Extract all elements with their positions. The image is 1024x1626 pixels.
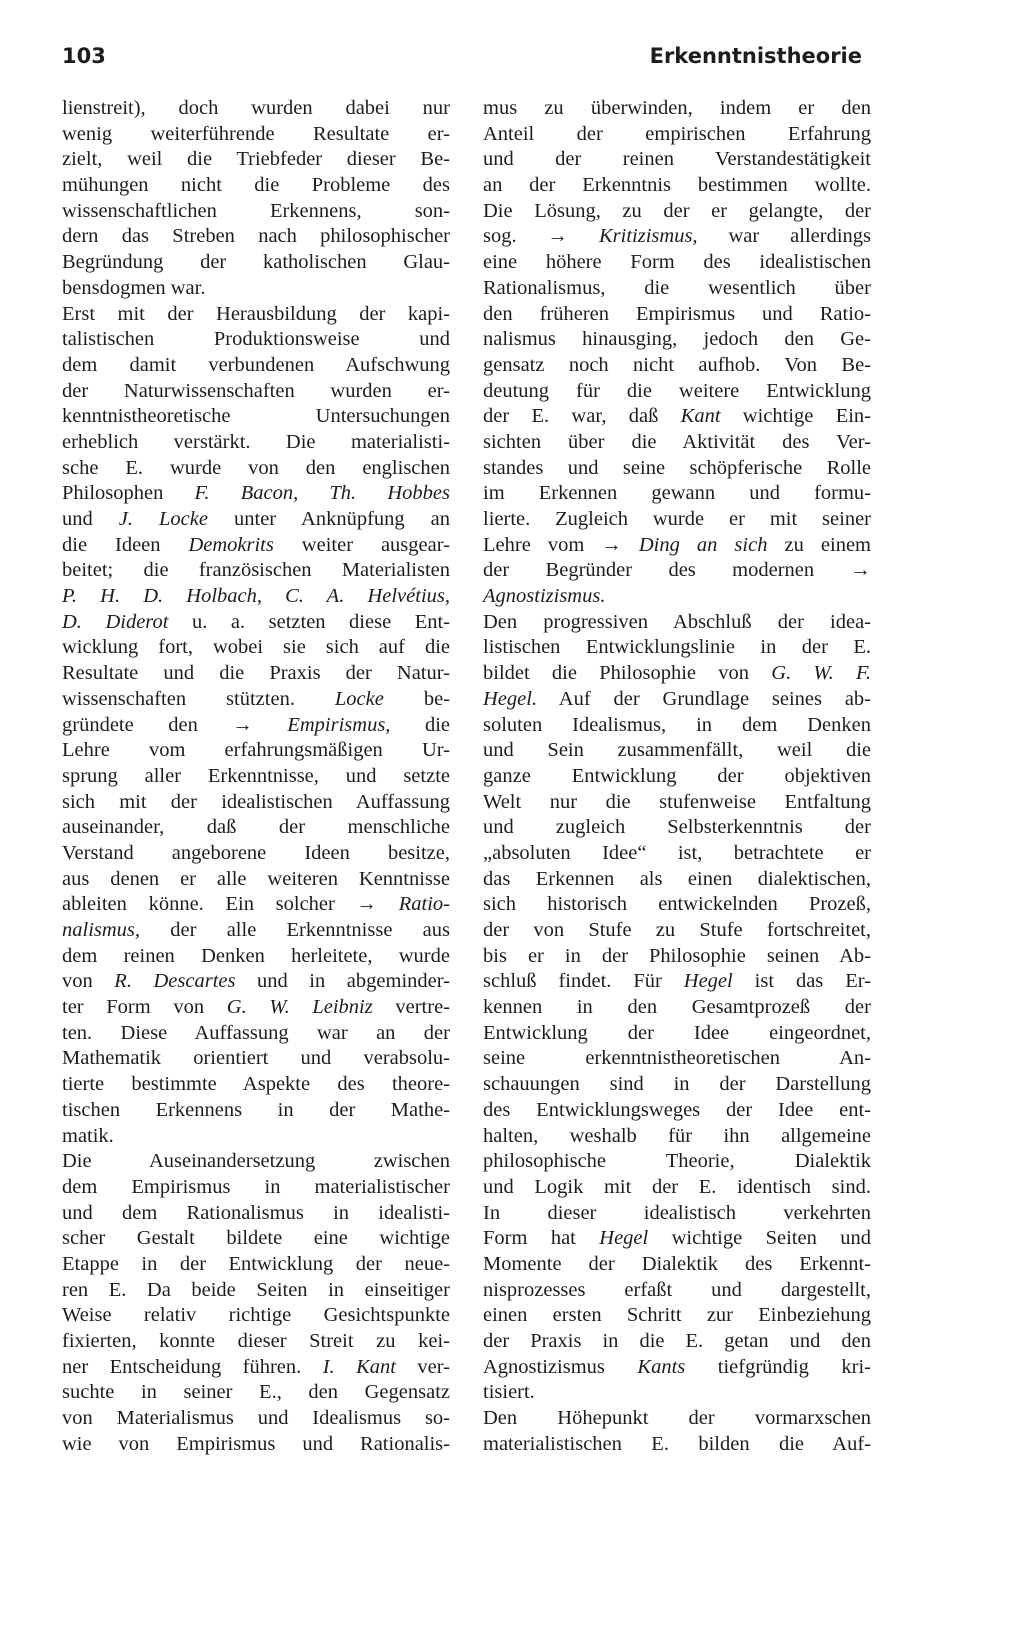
text-column-left	[62, 96, 450, 1457]
text-line: die Ideen Demokrits weiter ausgear-	[62, 533, 450, 556]
page-header	[62, 44, 862, 74]
text-line: Lehre vom erfahrungsmäßigen Ur-	[62, 739, 450, 762]
text-line: Verstand angeborene Ideen besitze,	[62, 841, 450, 864]
text-line: deutung für die weitere Entwicklung	[483, 379, 871, 402]
text-line: Momente der Dialektik des Erkennt-	[483, 1252, 871, 1275]
text-line: Die Auseinandersetzung zwischen	[62, 1150, 450, 1173]
text-line: dem reinen Denken herleitete, wurde	[62, 944, 450, 967]
text-line: zielt, weil die Triebfeder dieser Be-	[62, 148, 450, 171]
text-line: ter Form von G. W. Leibniz vertre-	[62, 996, 451, 1019]
text-line: kennen in den Gesamtprozeß der	[483, 996, 871, 1019]
text-line: philosophische Theorie, Dialektik	[483, 1150, 871, 1173]
text-line: nalismus hinausging, jedoch den Ge-	[483, 328, 871, 351]
text-line: Erst mit der Herausbildung der kapi-	[62, 302, 450, 325]
text-line: „absoluten Idee“ ist, betrachtete er	[483, 841, 871, 864]
text-line: Philosophen F. Bacon, Th. Hobbes	[62, 482, 450, 505]
text-line: nisprozesses erfaßt und dargestellt,	[483, 1278, 871, 1301]
text-column-right	[483, 96, 871, 1457]
text-line: Agnostizismus Kants tiefgründig kri-	[483, 1355, 871, 1378]
text-line: und Sein zusammenfällt, weil die	[483, 739, 871, 762]
text-line: matik.	[62, 1124, 114, 1147]
text-line: standes und seine schöpferische Rolle	[483, 456, 871, 479]
text-line: ner Entscheidung führen. I. Kant ver-	[62, 1355, 450, 1378]
text-line: soluten Idealismus, in dem Denken	[483, 713, 871, 736]
text-line: von R. Descartes und in abgeminder-	[62, 970, 450, 993]
text-line: der von Stufe zu Stufe fortschreitet,	[483, 919, 871, 941]
text-line: dem Empirismus in materialistischer	[62, 1175, 450, 1198]
text-line: ganze Entwicklung der objektiven	[483, 764, 871, 787]
text-line: mus zu überwinden, indem er den	[483, 97, 871, 119]
text-line: sprung aller Erkenntnisse, und setzte	[62, 764, 450, 787]
text-line: mühungen nicht die Probleme des	[62, 174, 450, 197]
text-line: der Praxis in die E. getan und den	[483, 1330, 871, 1352]
text-line: den früheren Empirismus und Ratio-	[483, 302, 871, 325]
text-line: dern das Streben nach philosophischer	[62, 225, 450, 248]
text-line: sog. → Kritizismus, war allerdings	[483, 225, 871, 248]
text-line: Agnostizismus.	[483, 585, 606, 608]
text-line: im Erkennen gewann und formu-	[483, 482, 871, 505]
text-line: wie von Empirismus und Rationalis-	[62, 1432, 450, 1455]
text-line: listischen Entwicklungslinie in der E.	[483, 636, 871, 659]
text-line: fixierten, konnte dieser Streit zu kei-	[62, 1330, 450, 1352]
text-line: tierte bestimmte Aspekte des theore-	[62, 1073, 450, 1096]
text-line: Begründung der katholischen Glau-	[62, 251, 450, 274]
text-line: auseinander, daß der menschliche	[62, 816, 450, 839]
text-line: von Materialismus und Idealismus so-	[62, 1407, 450, 1430]
text-line: ableiten könne. Ein solcher → Ratio-	[62, 893, 450, 916]
text-line: Entwicklung der Idee eingeordnet,	[483, 1021, 871, 1044]
text-line: schauungen sind in der Darstellung	[483, 1073, 871, 1096]
text-line: sche E. wurde von den englischen	[62, 456, 450, 479]
text-line: nalismus, der alle Erkenntnisse aus	[62, 919, 450, 941]
text-line: des Entwicklungsweges der Idee ent-	[483, 1098, 871, 1121]
text-line: Mathematik orientiert und verabsolu-	[62, 1047, 450, 1070]
text-line: kenntnistheoretische Untersuchungen	[62, 405, 450, 428]
text-line: an der Erkenntnis bestimmen wollte.	[483, 174, 871, 197]
text-line: seine erkenntnistheoretischen An-	[483, 1047, 871, 1070]
text-line: ten. Diese Auffassung war an der	[62, 1021, 450, 1044]
text-line: Lehre vom → Ding an sich zu einem	[483, 533, 871, 556]
text-line: P. H. D. Holbach, C. A. Helvétius,	[62, 585, 450, 608]
text-line: wenig weiterführende Resultate er-	[62, 122, 450, 145]
text-line: tisiert.	[483, 1381, 535, 1404]
text-line: und J. Locke unter Anknüpfung an	[62, 508, 451, 530]
text-line: materialistischen E. bilden die Auf-	[483, 1432, 871, 1455]
text-line: halten, weshalb für ihn allgemeine	[483, 1124, 871, 1147]
text-line: der E. war, daß Kant wichtige Ein-	[483, 405, 871, 428]
text-line: Weise relativ richtige Gesichtspunkte	[62, 1304, 450, 1327]
text-line: aus denen er alle weiteren Kenntnisse	[62, 867, 450, 890]
text-line: Anteil der empirischen Erfahrung	[483, 122, 871, 145]
text-line: lienstreit), doch wurden dabei nur	[62, 97, 450, 119]
text-line: und dem Rationalismus in idealisti-	[62, 1201, 450, 1224]
text-line: scher Gestalt bildete eine wichtige	[62, 1227, 450, 1250]
text-line: bildet die Philosophie von G. W. F.	[483, 662, 871, 685]
text-line: sich mit der idealistischen Auffassung	[62, 790, 450, 813]
text-line: erheblich verstärkt. Die materialisti-	[62, 430, 450, 453]
text-line: D. Diderot u. a. setzten diese Ent-	[62, 610, 450, 633]
text-line: eine höhere Form des idealistischen	[483, 251, 871, 274]
text-line: gensatz noch nicht aufhob. Von Be-	[483, 353, 871, 376]
text-line: ren E. Da beide Seiten in einseitiger	[62, 1278, 450, 1301]
text-line: schluß findet. Für Hegel ist das Er-	[483, 970, 871, 993]
text-line: wissenschaften stützten. Locke be-	[62, 687, 450, 710]
text-line: sichten über die Aktivität des Ver-	[483, 430, 871, 453]
text-line: wissenschaftlichen Erkennens, son-	[62, 199, 450, 222]
text-line: tischen Erkennens in der Mathe-	[62, 1098, 450, 1121]
running-head: Erkenntnistheorie	[649, 44, 862, 68]
text-line: sich historisch entwickelnden Prozeß,	[483, 893, 871, 916]
text-line: der Naturwissenschaften wurden er-	[62, 379, 450, 402]
text-line: Hegel. Auf der Grundlage seines ab-	[483, 687, 871, 710]
text-line: Resultate und die Praxis der Natur-	[62, 662, 450, 685]
text-line: Rationalismus, die wesentlich über	[483, 276, 871, 299]
text-line: der Begründer des modernen →	[483, 559, 871, 582]
text-line: bis er in der Philosophie seinen Ab-	[483, 944, 871, 967]
text-line: bensdogmen war.	[62, 276, 206, 299]
page-number: 103	[62, 44, 106, 68]
text-line: wicklung fort, wobei sie sich auf die	[62, 636, 450, 659]
text-line: einen ersten Schritt zur Einbeziehung	[483, 1304, 871, 1327]
text-line: gründete den → Empirismus, die	[62, 713, 450, 736]
text-line: Die Lösung, zu der er gelangte, der	[483, 199, 871, 222]
text-line: und Logik mit der E. identisch sind.	[483, 1175, 871, 1198]
text-line: In dieser idealistisch verkehrten	[483, 1201, 871, 1224]
text-line: lierte. Zugleich wurde er mit seiner	[483, 508, 871, 530]
text-line: Den Höhepunkt der vormarxschen	[483, 1407, 871, 1430]
text-line: beitet; die französischen Materialisten	[62, 559, 450, 582]
text-line: talistischen Produktionsweise und	[62, 328, 450, 351]
text-line: suchte in seiner E., den Gegensatz	[62, 1381, 450, 1404]
text-line: Etappe in der Entwicklung der neue-	[62, 1252, 450, 1275]
text-line: das Erkennen als einen dialektischen,	[483, 867, 871, 890]
text-line: Form hat Hegel wichtige Seiten und	[483, 1227, 871, 1250]
text-line: Welt nur die stufenweise Entfaltung	[483, 790, 871, 813]
text-line: Den progressiven Abschluß der idea-	[483, 610, 871, 633]
text-line: und der reinen Verstandestätigkeit	[483, 148, 871, 171]
text-line: dem damit verbundenen Aufschwung	[62, 353, 450, 376]
text-line: und zugleich Selbsterkenntnis der	[483, 816, 871, 839]
